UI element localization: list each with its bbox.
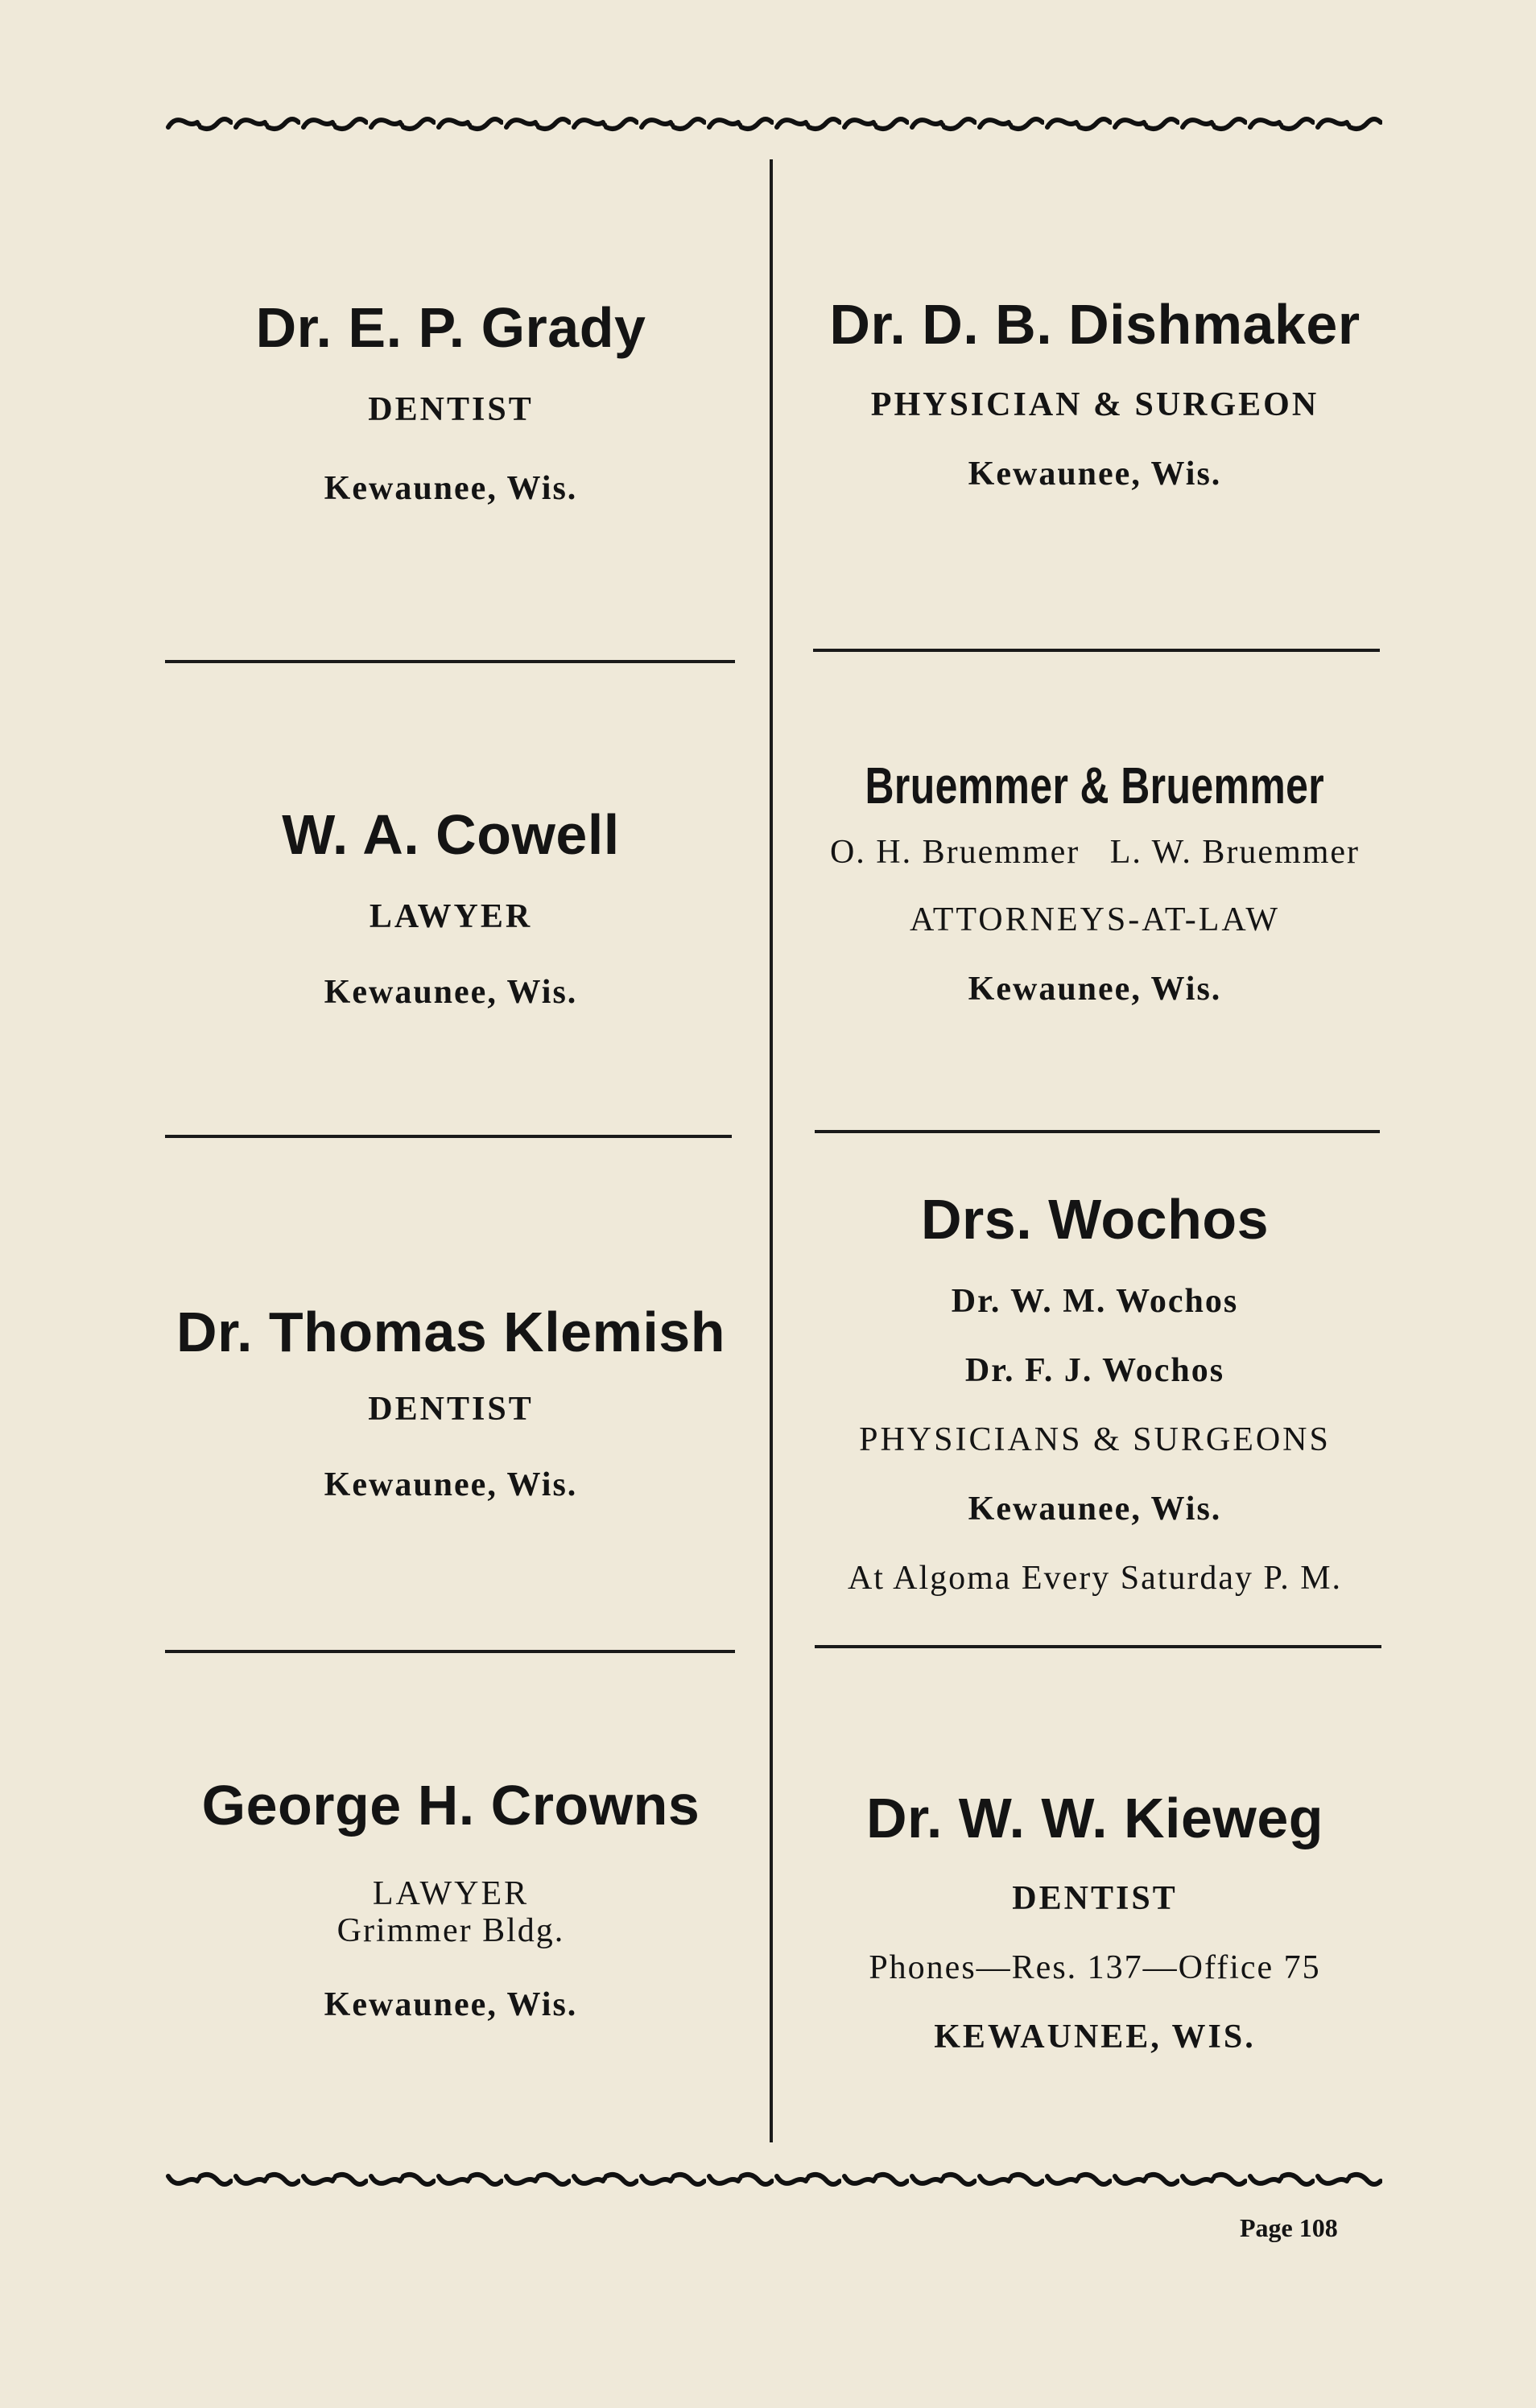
card-bruemmer bbox=[797, 757, 1393, 1008]
card-doctor-2: Dr. F. J. Wochos bbox=[964, 1352, 1225, 1389]
card-profession: PHYSICIAN & SURGEON bbox=[870, 386, 1319, 423]
card-name: Dr. D. B. Dishmaker bbox=[829, 293, 1361, 356]
card-phones: Phones—Res. 137—Office 75 bbox=[869, 1949, 1321, 1986]
card-profession: LAWYER bbox=[372, 1875, 530, 1912]
card-location: Kewaunee, Wis. bbox=[324, 470, 578, 507]
card-profession: DENTIST bbox=[368, 391, 534, 428]
card-location: Kewaunee, Wis. bbox=[324, 974, 578, 1011]
rule-right-1 bbox=[813, 649, 1380, 652]
card-name: Bruemmer & Bruemmer bbox=[865, 757, 1325, 814]
rule-left-3 bbox=[165, 1650, 735, 1653]
card-kieweg bbox=[797, 1787, 1393, 2055]
card-location: KEWAUNEE, WIS. bbox=[934, 2018, 1256, 2055]
card-note: At Algoma Every Saturday P. M. bbox=[847, 1560, 1343, 1597]
card-dishmaker bbox=[797, 293, 1393, 493]
card-profession: ATTORNEYS-AT-LAW bbox=[910, 901, 1280, 938]
rule-right-2 bbox=[815, 1130, 1380, 1133]
card-location: Kewaunee, Wis. bbox=[968, 1491, 1222, 1528]
card-klemish bbox=[161, 1301, 741, 1503]
card-profession: DENTIST bbox=[368, 1391, 534, 1428]
card-location: Kewaunee, Wis. bbox=[968, 971, 1222, 1008]
bottom-ornamental-border bbox=[165, 2168, 1382, 2192]
card-profession: LAWYER bbox=[369, 898, 533, 935]
card-wochos bbox=[797, 1188, 1393, 1597]
card-cowell bbox=[161, 803, 741, 1011]
center-vertical-divider bbox=[770, 159, 773, 2142]
rule-left-1 bbox=[165, 660, 735, 663]
card-location: Kewaunee, Wis. bbox=[968, 456, 1222, 493]
card-profession: PHYSICIANS & SURGEONS bbox=[859, 1421, 1331, 1458]
page-number: Page 108 bbox=[1240, 2213, 1338, 2242]
card-name: Dr. W. W. Kieweg bbox=[865, 1787, 1324, 1849]
card-profession: DENTIST bbox=[1012, 1880, 1178, 1917]
card-grady bbox=[161, 296, 741, 507]
card-location: Kewaunee, Wis. bbox=[324, 1466, 578, 1503]
top-ornamental-border bbox=[165, 111, 1382, 135]
card-crowns bbox=[161, 1774, 741, 2023]
card-name: George H. Crowns bbox=[201, 1774, 700, 1837]
card-address: Grimmer Bldg. bbox=[337, 1912, 565, 1949]
card-doctor-1: Dr. W. M. Wochos bbox=[951, 1283, 1239, 1320]
card-name: Dr. E. P. Grady bbox=[255, 296, 646, 359]
card-name: Dr. Thomas Klemish bbox=[176, 1301, 725, 1363]
card-partners: O. H. Bruemmer L. W. Bruemmer bbox=[829, 834, 1361, 871]
card-location: Kewaunee, Wis. bbox=[324, 1986, 578, 2023]
card-name: W. A. Cowell bbox=[282, 803, 620, 866]
card-name: Drs. Wochos bbox=[920, 1188, 1270, 1251]
rule-left-2 bbox=[165, 1135, 732, 1138]
rule-right-3 bbox=[815, 1645, 1381, 1648]
